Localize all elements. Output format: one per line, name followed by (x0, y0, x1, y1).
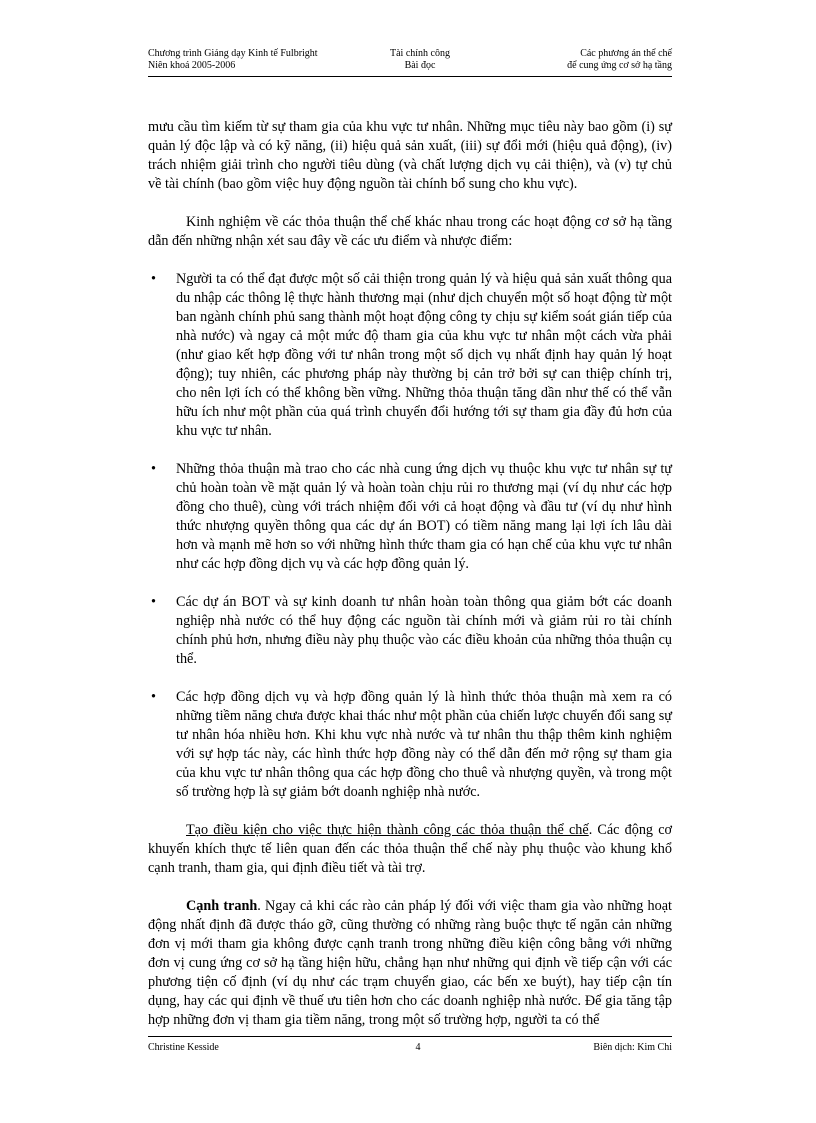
header-program: Chương trình Giảng dạy Kinh tế Fulbright (148, 48, 318, 59)
header-right (567, 48, 672, 72)
page-body (148, 118, 672, 1030)
bullet-icon: • (151, 271, 156, 287)
bullet-icon: • (151, 461, 156, 477)
paragraph-3-text: . Các động cơ khuyến khích thực tế liên quan đến các thỏa thuận thể chế này phụ thuộc vào khung khổ cạnh tranh, tham gia, qui định điều tiết và tài trợ. (148, 822, 673, 876)
section-heading: Tạo điều kiện cho việc thực hiện thành công các thỏa thuận thể chế (186, 822, 589, 838)
list-item (148, 460, 672, 574)
footer-translator: Biên dịch: Kim Chi (593, 1042, 672, 1053)
footer-author: Christine Kesside (148, 1042, 219, 1053)
list-item-text: Các dự án BOT và sự kinh doanh tư nhân hoàn toàn thông qua giảm bớt các doanh nghiệp nhà nước có thể huy động các nguồn tài chính mới và giảm rủi ro tài chính chính phủ hơn, nhưng điều này phụ thuộc vào các điều khoản của những thỏa thuận cụ thể. (176, 594, 672, 667)
list-item-text: Người ta có thể đạt được một số cải thiện trong quản lý và hiệu quả sản xuất thông qua du nhập các thông lệ thực hành thương mại (như dịch chuyển một số hoạt động từ một ban ngành chính phủ sang thành một hoạt động công ty chịu sự kiểm soát gián tiếp của nhà nước) và ngay cả một mức độ tham gia của khu vực tư nhân một cách vừa phải (như giao kết hợp đồng với tư nhân trong một số dịch vụ nhất định hay quản lý hoạt động); tuy nhiên, các phương pháp này thường bị cản trở bởi sự can thiệp chính trị, cho nên lợi ích có thể không bền vững. Những thỏa thuận tăng dần như thế có thể vẫn hữu ích như một phần của quá trình chuyển đổi hướng tới sự tham gia đầy đủ hơn của khu vực tư nhân. (176, 271, 672, 439)
paragraph-2: Kinh nghiệm về các thỏa thuận thể chế khác nhau trong các hoạt động cơ sở hạ tầng dẫn đến những nhận xét sau đây về các ưu điểm và nhược điểm: (148, 214, 672, 249)
list-item (148, 593, 672, 669)
header-year: Niên khoá 2005-2006 (148, 60, 236, 71)
list-item-text: Các hợp đồng dịch vụ và hợp đồng quản lý là hình thức thỏa thuận mà xem ra có những tiềm năng chưa được khai thác như một phần của chiến lược chuyển đổi sang sự tư nhân hóa nhiều hơn. Khi khu vực nhà nước và tư nhân thu thập thêm kinh nghiệm với sự hợp tác này, các hình thức hợp đồng này có thể dẫn đến mở rộng sự tham gia của khu vực tư nhân thông qua các hợp đồng cho thuê và nhượng quyền, và trong một số trường hợp là sự giảm bớt doanh nghiệp nhà nước. (176, 689, 672, 800)
paragraph-3 (148, 821, 672, 878)
list-item (148, 688, 672, 802)
header-divider (148, 76, 672, 77)
header-subtitle: để cung ứng cơ sở hạ tầng (567, 60, 672, 71)
list-item (148, 270, 672, 441)
page-number: 4 (415, 1042, 421, 1053)
header-title: Các phương án thể chế (580, 48, 672, 59)
header-doc-type: Bài đọc (404, 60, 436, 71)
list-item-text: Những thỏa thuận mà trao cho các nhà cung ứng dịch vụ thuộc khu vực tư nhân sự tự chủ hoàn toàn về mặt quản lý và hoàn toàn chịu rủi ro thương mại (ví dụ như các hợp đồng cho thuê), cùng với trách nhiệm đối với cả hoạt động và đầu tư (ví dụ như hình thức nhượng quyền thông qua các dự án BOT) có tiềm năng mang lại lợi ích lâu dài hơn và mạnh mẽ hơn so với những hình thức tham gia có hạn chế của khu vực tư nhân như các hợp đồng dịch vụ và các hợp đồng quản lý. (176, 461, 672, 572)
bullet-list (148, 270, 672, 802)
bullet-icon: • (151, 689, 156, 705)
paragraph-1: mưu cầu tìm kiếm từ sự tham gia của khu vực tư nhân. Những mục tiêu này bao gồm (i) sự quản lý độc lập và có kỹ năng, (ii) hiệu quả sản xuất, (iii) sự đổi mới (hiệu quả động), (iv) trách nhiệm giải trình cho người tiêu dùng (và chất lượng dịch vụ cải thiện), và (v) tự chủ về tài chính (bao gồm việc huy động nguồn tài chính bổ sung cho khu vực). (148, 119, 672, 192)
footer-divider (148, 1036, 672, 1037)
paragraph-4-text: . Ngay cả khi các rào cản pháp lý đối với việc tham gia vào những hoạt động nhất định đã được tháo gỡ, cũng thường có những ràng buộc thực tế ngăn cản những đơn vị mới tham gia không được cạnh tranh trong những điều kiện công bằng với những đơn vị cung ứng cơ sở hạ tầng hiện hữu, chẳng hạn như những qui định về tiếp cận với các phương tiện cố định (ví dụ như các trạm chuyển giao, các bến xe buýt), hay tiếp cận tín dụng, hay các qui định về thuế ưu tiên hơn cho các doanh nghiệp nhà nước. Để gia tăng tập hợp những đơn vị tham gia tiềm năng, trong một số trường hợp, người ta có thể (148, 898, 672, 1028)
header-course: Tài chính công (390, 48, 450, 59)
bullet-icon: • (151, 594, 156, 610)
competition-heading: Cạnh tranh (186, 898, 258, 914)
paragraph-4 (148, 897, 672, 1030)
header-center (376, 48, 464, 72)
header-left (148, 48, 318, 72)
